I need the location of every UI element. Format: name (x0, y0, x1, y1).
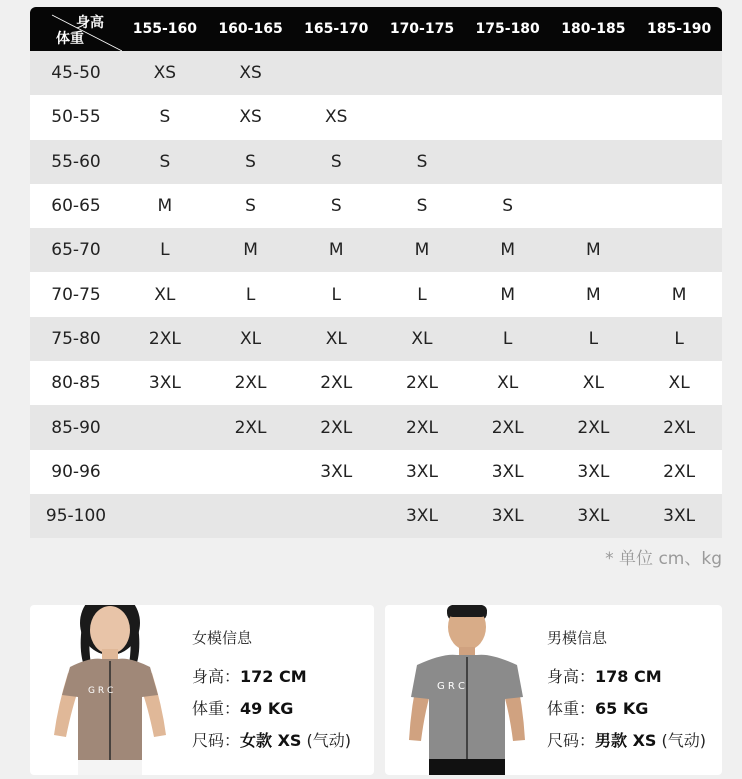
size-cell: L (465, 317, 551, 361)
size-label: 尺码： (547, 731, 596, 750)
size-cell: S (293, 140, 379, 184)
size-cell: L (122, 228, 208, 272)
size-cell (636, 184, 722, 228)
size-cell: 2XL (551, 405, 637, 449)
size-cell (636, 95, 722, 139)
size-cell: XL (636, 361, 722, 405)
male-height-row (547, 664, 706, 687)
size-cell: XL (465, 361, 551, 405)
size-cell: 3XL (122, 361, 208, 405)
size-cell: M (293, 228, 379, 272)
size-cell: S (379, 140, 465, 184)
size-cell (122, 450, 208, 494)
height-header: 155-160 (122, 7, 208, 51)
table-row (30, 361, 722, 405)
size-cell (293, 51, 379, 95)
female-size-row (192, 728, 351, 751)
size-cell (465, 140, 551, 184)
weight-axis-label: 体重 (56, 31, 84, 47)
weight-range-cell: 55-60 (30, 140, 122, 184)
size-cell (465, 95, 551, 139)
size-cell: 2XL (208, 405, 294, 449)
size-cell: 3XL (379, 450, 465, 494)
table-row (30, 140, 722, 184)
size-cell: 3XL (551, 494, 637, 538)
female-model-image (30, 605, 190, 775)
size-cell: 2XL (379, 405, 465, 449)
weight-range-cell: 45-50 (30, 51, 122, 95)
table-body (30, 51, 722, 538)
size-cell (122, 494, 208, 538)
size-cell: S (208, 140, 294, 184)
size-table (30, 7, 722, 538)
size-cell: L (636, 317, 722, 361)
size-cell (551, 140, 637, 184)
height-label: 身高： (547, 667, 596, 686)
size-cell: XL (293, 317, 379, 361)
size-cell: S (293, 184, 379, 228)
male-info (547, 627, 706, 760)
corner-header (30, 7, 122, 51)
weight-range-cell: 85-90 (30, 405, 122, 449)
male-model-card (385, 605, 722, 775)
size-cell (208, 450, 294, 494)
weight-range-cell: 60-65 (30, 184, 122, 228)
table-row (30, 450, 722, 494)
size-cell: XS (293, 95, 379, 139)
svg-text:G R C: G R C (88, 686, 114, 696)
male-info-title: 男模信息 (547, 629, 608, 647)
size-cell (551, 51, 637, 95)
size-cell: XS (208, 95, 294, 139)
size-cell: XL (122, 272, 208, 316)
height-header: 185-190 (636, 7, 722, 51)
size-extra: (气动) (656, 731, 707, 750)
weight-range-cell: 95-100 (30, 494, 122, 538)
table-row (30, 184, 722, 228)
table-row (30, 95, 722, 139)
table-row (30, 494, 722, 538)
size-cell: XL (208, 317, 294, 361)
male-size-row (547, 728, 706, 751)
size-cell: 2XL (208, 361, 294, 405)
size-value: 女款 XS (240, 731, 302, 750)
size-cell (379, 95, 465, 139)
size-cell: 2XL (293, 405, 379, 449)
size-cell: M (551, 228, 637, 272)
table-row (30, 51, 722, 95)
size-cell: L (208, 272, 294, 316)
table-row (30, 317, 722, 361)
size-cell (465, 51, 551, 95)
size-cell (636, 140, 722, 184)
height-header: 180-185 (551, 7, 637, 51)
size-cell: 2XL (293, 361, 379, 405)
height-label: 身高： (192, 667, 241, 686)
size-cell: L (551, 317, 637, 361)
size-cell (293, 494, 379, 538)
size-cell: XS (208, 51, 294, 95)
height-value: 178 CM (595, 667, 662, 686)
height-header: 160-165 (208, 7, 294, 51)
table-row (30, 228, 722, 272)
size-cell (551, 184, 637, 228)
size-cell: M (551, 272, 637, 316)
size-cell: M (208, 228, 294, 272)
size-cell: L (293, 272, 379, 316)
size-cell: XL (379, 317, 465, 361)
size-cell: S (208, 184, 294, 228)
size-cell: S (379, 184, 465, 228)
size-cell: M (465, 272, 551, 316)
size-cell (636, 228, 722, 272)
size-cell: S (122, 95, 208, 139)
size-cell: 2XL (636, 450, 722, 494)
size-cell: 3XL (293, 450, 379, 494)
weight-label: 体重： (547, 699, 596, 718)
size-cell: S (122, 140, 208, 184)
size-cell (208, 494, 294, 538)
table-header-row (30, 7, 722, 51)
size-cell: 3XL (379, 494, 465, 538)
height-axis-label: 身高 (76, 15, 104, 31)
weight-range-cell: 75-80 (30, 317, 122, 361)
size-cell (551, 95, 637, 139)
size-cell: 3XL (551, 450, 637, 494)
size-cell: M (122, 184, 208, 228)
table-row (30, 272, 722, 316)
size-value: 男款 XS (595, 731, 657, 750)
male-weight-row (547, 696, 706, 719)
weight-range-cell: 80-85 (30, 361, 122, 405)
height-value: 172 CM (240, 667, 307, 686)
size-cell: M (379, 228, 465, 272)
size-cell (379, 51, 465, 95)
height-header: 170-175 (379, 7, 465, 51)
size-cell: L (379, 272, 465, 316)
size-cell: 2XL (465, 405, 551, 449)
svg-text:G R C: G R C (437, 681, 466, 692)
size-cell: 3XL (636, 494, 722, 538)
male-model-image (385, 605, 545, 775)
weight-range-cell: 65-70 (30, 228, 122, 272)
weight-value: 49 KG (240, 699, 294, 718)
height-header: 175-180 (465, 7, 551, 51)
size-cell: M (465, 228, 551, 272)
weight-value: 65 KG (595, 699, 649, 718)
height-header: 165-170 (293, 7, 379, 51)
size-cell: XL (551, 361, 637, 405)
female-info-title: 女模信息 (192, 629, 253, 647)
weight-range-cell: 70-75 (30, 272, 122, 316)
size-cell: 3XL (465, 450, 551, 494)
female-height-row (192, 664, 351, 687)
size-cell: 2XL (379, 361, 465, 405)
size-cell (122, 405, 208, 449)
size-label: 尺码： (192, 731, 241, 750)
size-cell: 2XL (122, 317, 208, 361)
size-cell: 3XL (465, 494, 551, 538)
weight-label: 体重： (192, 699, 241, 718)
unit-note: * 单位 cm、kg (605, 549, 722, 569)
size-cell: M (636, 272, 722, 316)
size-extra: (气动) (301, 731, 352, 750)
female-model-card (30, 605, 374, 775)
female-weight-row (192, 696, 351, 719)
weight-range-cell: 90-96 (30, 450, 122, 494)
size-cell: XS (122, 51, 208, 95)
weight-range-cell: 50-55 (30, 95, 122, 139)
female-info (192, 627, 351, 760)
table-row (30, 405, 722, 449)
size-cell (636, 51, 722, 95)
size-cell: S (465, 184, 551, 228)
size-cell: 2XL (636, 405, 722, 449)
